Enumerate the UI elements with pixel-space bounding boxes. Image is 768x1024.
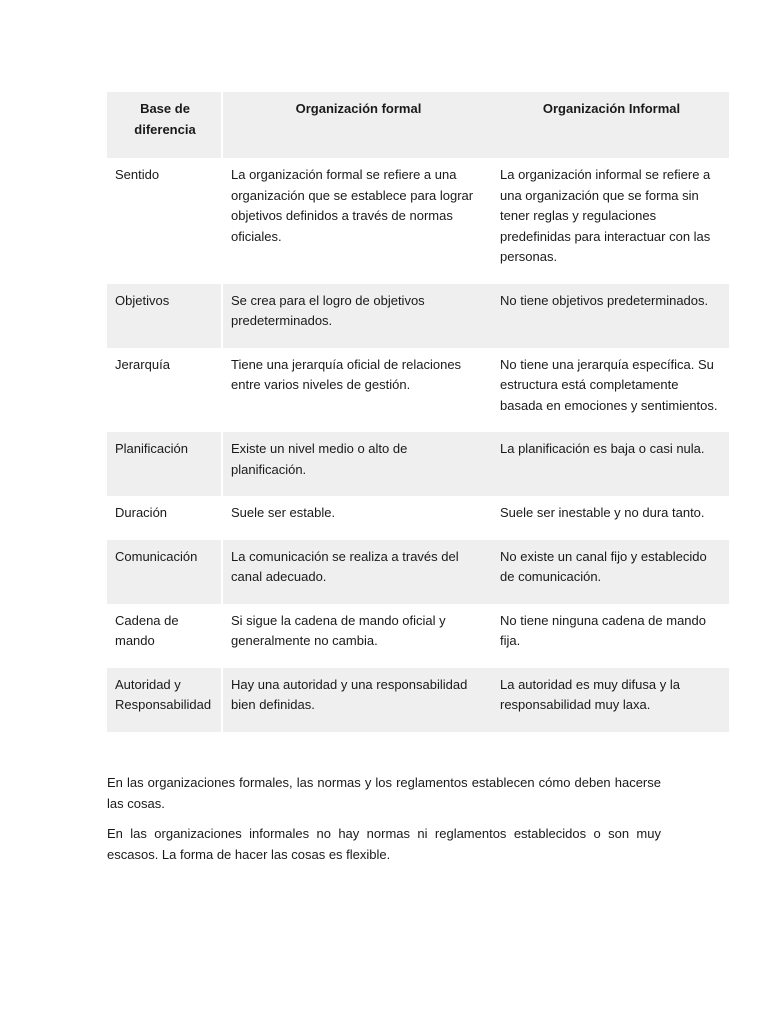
row-label: Objetivos bbox=[107, 284, 222, 348]
informal-cell: No existe un canal fijo y establecido de comunicación. bbox=[492, 540, 729, 604]
formal-cell: Si sigue la cadena de mando oficial y generalmente no cambia. bbox=[231, 612, 446, 648]
table-row bbox=[107, 496, 729, 540]
header-base: Base de diferencia bbox=[107, 92, 222, 158]
informal-cell: La autoridad es muy difusa y la responsabilidad muy laxa. bbox=[492, 668, 729, 732]
table-row bbox=[107, 604, 729, 668]
row-label: Cadena de mando bbox=[107, 604, 222, 668]
formal-cell: La organización formal se refiere a una organización que se establece para lograr objetivos definidos a través de normas oficiales. bbox=[231, 167, 474, 244]
table-row bbox=[107, 668, 729, 732]
table-row bbox=[107, 348, 729, 433]
formal-cell: Suele ser estable. bbox=[231, 505, 336, 520]
table-header-row bbox=[107, 92, 729, 158]
formal-cell: La comunicación se realiza a través del canal adecuado. bbox=[222, 540, 492, 604]
row-label: Planificación bbox=[107, 432, 222, 496]
informal-cell: La planificación es baja o casi nula. bbox=[492, 432, 729, 496]
formal-cell: Tiene una jerarquía oficial de relaciones entre varios niveles de gestión. bbox=[231, 356, 462, 392]
informal-cell: No tiene una jerarquía específica. Su estructura está completamente basada en emociones y sentimientos. bbox=[500, 356, 718, 413]
table-row bbox=[107, 284, 729, 348]
formal-cell: Hay una autoridad y una responsabilidad bien definidas. bbox=[222, 668, 492, 732]
row-label: Autoridad y Responsabilidad bbox=[107, 668, 222, 732]
header-informal: Organización Informal bbox=[492, 92, 729, 158]
informal-cell: La organización informal se refiere a una organización que se forma sin tener reglas y regulaciones predefinidas para interactuar con las personas. bbox=[500, 167, 711, 264]
row-label: Jerarquía bbox=[107, 348, 222, 433]
row-label: Comunicación bbox=[107, 540, 222, 604]
paragraph-informal: En las organizaciones informales no hay normas ni reglamentos establecidos o son muy escasos. La forma de hacer las cosas es flexible. bbox=[107, 826, 661, 862]
informal-cell: Suele ser inestable y no dura tanto. bbox=[500, 505, 705, 520]
header-formal: Organización formal bbox=[222, 92, 492, 158]
formal-cell: Existe un nivel medio o alto de planificación. bbox=[222, 432, 492, 496]
comparison-table bbox=[107, 92, 730, 732]
table-row bbox=[107, 158, 729, 284]
formal-cell: Se crea para el logro de objetivos predeterminados. bbox=[222, 284, 492, 348]
paragraph-formal: En las organizaciones formales, las normas y los reglamentos establecen cómo deben hacerse las cosas. bbox=[107, 775, 661, 811]
table-row bbox=[107, 540, 729, 604]
informal-cell: No tiene ninguna cadena de mando fija. bbox=[500, 612, 706, 648]
table-row bbox=[107, 432, 729, 496]
row-label: Sentido bbox=[107, 158, 222, 284]
informal-cell: No tiene objetivos predeterminados. bbox=[492, 284, 729, 348]
row-label: Duración bbox=[107, 496, 222, 540]
